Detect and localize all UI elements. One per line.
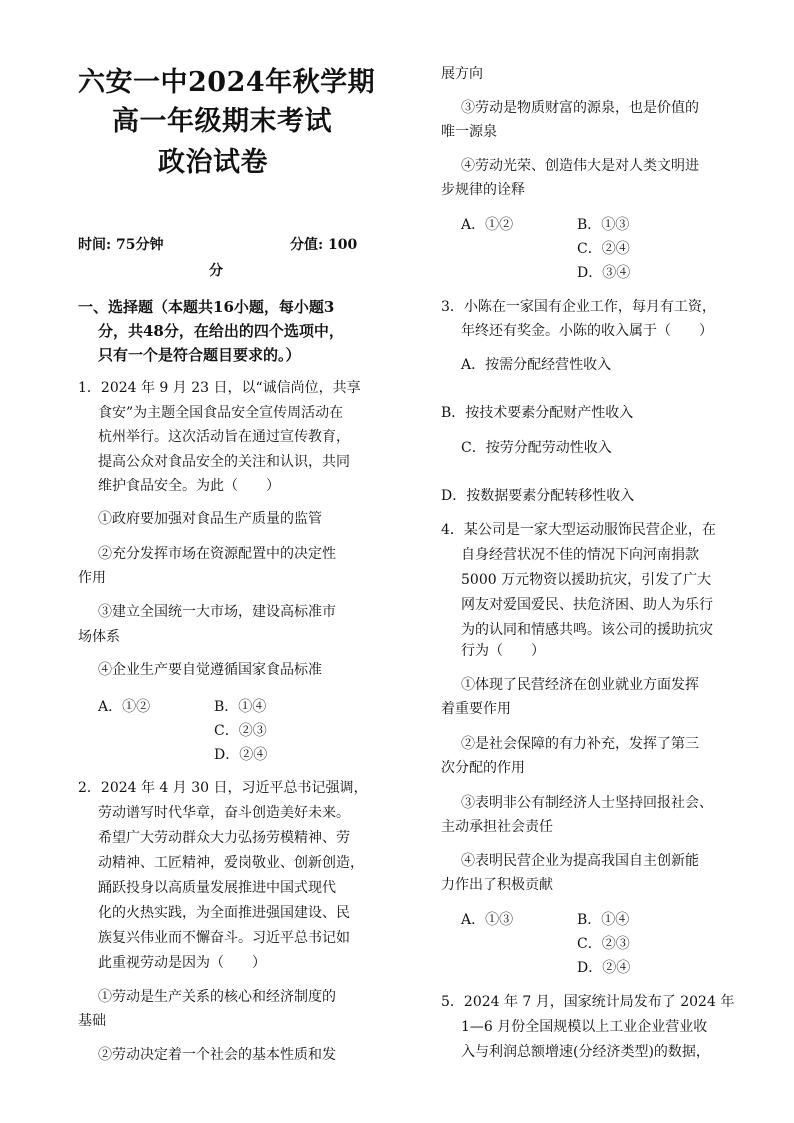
statement-3: ③建立全国统一大市场，建设高标准市: [98, 604, 336, 620]
section-heading-line2: 分，共48分，在给出的四个选项中，: [98, 322, 344, 340]
question-stem-line: 1．2024 年 9 月 23 日，以“诚信尚位，共享: [78, 380, 361, 396]
question-stem-line: 此重视劳动是因为（ ）: [98, 955, 266, 971]
exam-title-line1: 六安一中2024年秋学期: [78, 67, 376, 98]
choice-b[interactable]: B．按技术要素分配财产性收入: [441, 405, 634, 421]
statement-2-cont: 作用: [78, 570, 106, 586]
choice-d[interactable]: D．③④: [577, 265, 631, 281]
exam-title-line3: 政治试卷: [158, 147, 268, 178]
question-stem-line: 4．某公司是一家大型运动服饰民营企业，在: [441, 522, 716, 538]
question-stem-line: 2．2024 年 4 月 30 日，习近平总书记强调，: [78, 780, 368, 796]
question-stem-line: 行为（ ）: [461, 643, 545, 659]
question-stem-line: 为的认同和情感共鸣。该公司的援助抗灾: [461, 622, 713, 638]
choice-d[interactable]: D．②④: [577, 960, 631, 976]
question-stem-line: 入与利润总额增速(分经济类型)的数据，: [461, 1044, 710, 1060]
statement-3-cont: 场体系: [78, 629, 120, 645]
statement-1-cont: 着重要作用: [441, 701, 511, 717]
statement-2-cont: 次分配的作用: [441, 760, 525, 776]
statement-1: ①体现了民营经济在创业就业方面发挥: [461, 677, 699, 693]
section-heading: 一、选择题（本题共16小题，每小题3: [78, 298, 335, 316]
question-stem-line: 化的火热实践，为全面推进强国建设、民: [98, 905, 350, 921]
choice-a[interactable]: A．按需分配经营性收入: [461, 357, 612, 373]
choice-b[interactable]: B．①④: [577, 912, 630, 928]
question-stem-line: 劳动谱写时代华章，奋斗创造美好未来。: [98, 805, 350, 821]
question-stem-line: 网友对爱国爱民、扶危济困、助人为乐行: [461, 597, 713, 613]
choice-b[interactable]: B．①④: [214, 699, 267, 715]
statement-3: ③表明非公有制经济人士坚持回报社会、: [461, 795, 713, 811]
statement-2: ②是社会保障的有力补充，发挥了第三: [461, 736, 699, 752]
question-stem-line: 提高公众对食品安全的关注和认识，共同: [98, 454, 350, 470]
statement-4-cont: 力作出了积极贡献: [441, 877, 553, 893]
question-stem-line: 杭州举行。这次活动旨在通过宣传教育，: [98, 429, 350, 445]
choice-d[interactable]: D．按数据要素分配转移性收入: [441, 488, 635, 504]
statement-1: ①劳动是生产关系的核心和经济制度的: [98, 989, 336, 1005]
score-unit: 分: [209, 263, 223, 279]
statement-4: ④表明民营企业为提高我国自主创新能: [461, 853, 699, 869]
question-stem-line: 踊跃投身以高质量发展推进中国式现代: [98, 880, 336, 896]
choice-b[interactable]: B．①③: [577, 217, 630, 233]
question-stem-line: 动精神、工匠精神，爱岗敬业、创新创造，: [98, 855, 364, 871]
question-stem-line: 希望广大劳动群众大力弘扬劳模精神、劳: [98, 830, 350, 846]
choice-a[interactable]: A．①②: [461, 217, 514, 233]
question-stem-line: 自身经营状况不佳的情况下向河南捐款: [461, 547, 699, 563]
choice-d[interactable]: D．②④: [214, 747, 268, 763]
statement-1-cont: 基础: [78, 1013, 106, 1029]
question-stem-line: 3．小陈在一家国有企业工作，每月有工资，: [441, 299, 716, 315]
choice-c[interactable]: C．②③: [577, 936, 630, 952]
statement-2: ②充分发挥市场在资源配置中的决定性: [98, 546, 336, 562]
score-label: 分值: 100: [290, 237, 358, 253]
choice-c[interactable]: C．②④: [577, 241, 630, 257]
question-stem-line: 5．2024 年 7 月，国家统计局发布了 2024 年: [441, 994, 735, 1010]
choice-a[interactable]: A．①②: [98, 699, 151, 715]
statement-4-cont: 步规律的诠释: [441, 182, 525, 198]
statement-4: ④企业生产要自觉遵循国家食品标准: [98, 662, 322, 678]
choice-c[interactable]: C．按劳分配劳动性收入: [461, 440, 612, 456]
statement-3-cont: 唯一源泉: [441, 124, 497, 140]
time-label: 时间: 75分钟: [78, 237, 164, 253]
question-stem-line: 食安”为主题全国食品安全宣传周活动在: [98, 405, 344, 421]
question-stem-line: 维护食品安全。为此（ ）: [98, 478, 280, 494]
question-stem-line: 5000 万元物资以援助抗灾，引发了广大: [461, 572, 712, 588]
choice-a[interactable]: A．①③: [461, 912, 514, 928]
question-stem-line: 族复兴伟业而不懈奋斗。习近平总书记如: [98, 930, 350, 946]
statement-4: ④劳动光荣、创造伟大是对人类文明进: [461, 158, 699, 174]
statement-2: ②劳动决定着一个社会的基本性质和发: [98, 1047, 336, 1063]
statement-3: ③劳动是物质财富的源泉，也是价值的: [461, 100, 699, 116]
statement-2-cont: 展方向: [441, 66, 483, 82]
statement-1: ①政府要加强对食品生产质量的监管: [98, 511, 322, 527]
statement-3-cont: 主动承担社会责任: [441, 819, 553, 835]
question-stem-line: 1—6 月份全国规模以上工业企业营业收: [461, 1019, 708, 1035]
exam-title-line2: 高一年级期末考试: [112, 106, 332, 137]
question-stem-line: 年终还有奖金。小陈的收入属于（ ）: [461, 323, 713, 339]
section-heading-line3: 只有一个是符合题目要求的。）: [98, 346, 301, 364]
choice-c[interactable]: C．②③: [214, 723, 267, 739]
